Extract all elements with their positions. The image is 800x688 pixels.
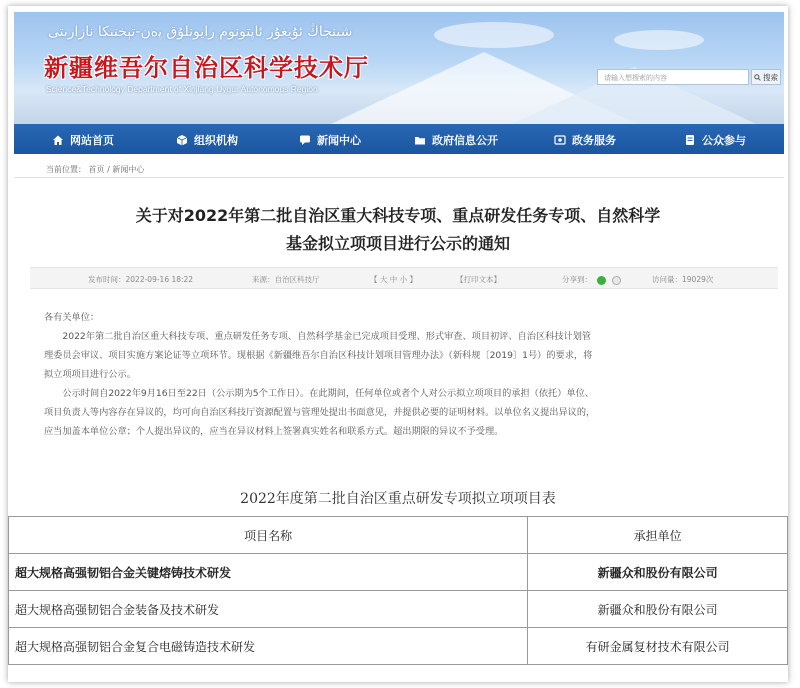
nav-label: 网站首页 [70,134,114,147]
nav-label: 新闻中心 [317,134,361,147]
nav-label: 政务服务 [572,134,616,147]
nav-item-news[interactable] [299,132,361,148]
project-name-cell: 超大规格高强韧铝合金装备及技术研发 [9,591,528,628]
table-title: 2022年度第二批自治区重点研发专项拟立项项目表 [240,491,556,507]
search-icon [754,74,761,81]
paragraph-line: 拟立项项目进行公示。 [44,369,136,380]
nav-label: 公众参与 [702,134,746,147]
nav-item-services[interactable] [554,132,616,148]
project-name-cell: 超大规格高强韧铝合金关键熔铸技术研发 [9,554,528,591]
paragraph-line: 公示时间自2022年9月16日至22日（公示期为5个工作日）。在此期间，任何单位或者个人对公示拟立项项目的承担（依托）单位、 [62,388,594,399]
column-header: 承担单位 [528,517,788,554]
breadcrumb-separator: / [107,165,110,174]
print-link[interactable]: 【打印文本】 [456,275,501,284]
paragraph-line: 2022年第二批自治区重大科技专项、重点研发任务专项、自然科学基金已完成项目受理、形式审查、项目初评、自治区科技计划管 [62,331,592,342]
share-label: 分享到： [562,275,592,284]
search-input[interactable]: 请输入想搜索的内容 [597,69,749,85]
site-name-english: Science&Technology Department of Xinjiang Uygur Autonomous Region [46,84,318,94]
document-icon [684,134,696,146]
paragraph-line: 应当加盖本单位公章；个人提出异议的，应当在异议材料上签署真实姓名和联系方式。超出期限的异议不予受理。 [44,426,504,437]
site-name-uyghur: ﺷﯩﻨﺠﺎڭ ﺋﯘﻳﻐﯘﺭ ﺋﺎﭘﺘﻮﻧﻮﻡ ﺭﺍﻳﻮﻧﻠﯘﻕ ﭘەﻥ-ﺗﯧﺨﻨﯩﻜﺎ ﻧﺎﺯﺍﺭﯨﺘﻰ [48,24,353,40]
home-icon [52,134,64,146]
table-row [9,591,788,628]
breadcrumb-prefix: 当前位置： [46,165,86,174]
cloud-decoration [614,30,704,50]
title-line: 关于对2022年第二批自治区重大科技专项、重点研发任务专项、自然科学 [135,206,661,225]
column-header: 项目名称 [9,517,528,554]
search-button-label: 搜索 [763,72,778,82]
publish-time: 发布时间：2022-09-16 18:22 [88,275,194,284]
weibo-icon[interactable] [612,276,621,285]
breadcrumb [14,158,784,178]
table-row [9,554,788,591]
nav-item-gov-info[interactable] [414,132,498,148]
screenshot-frame [8,6,788,682]
page-title [48,202,748,258]
paragraph-line: 理委员会审议、项目实施方案论证等立项环节。现根据《新疆维吾尔自治区科技计划项目管理办法》（新科规〔2019〕1号）的要求，将 [44,350,593,361]
chat-icon [299,134,311,146]
title-line: 基金拟立项项目进行公示的通知 [285,234,510,253]
service-icon [554,134,566,146]
unit-cell: 新疆众和股份有限公司 [528,591,788,628]
unit-cell: 有研金属复材技术有限公司 [528,628,788,665]
article-meta [30,267,778,289]
breadcrumb-home[interactable]: 首页 [88,165,105,174]
folder-icon [414,134,426,146]
main-nav [14,124,784,154]
article-source: 来源：自治区科技厅 [252,275,320,284]
cube-icon [176,134,188,146]
table-row [9,628,788,665]
article-body [44,308,764,441]
site-banner [14,12,784,124]
breadcrumb-current[interactable]: 新闻中心 [112,165,145,174]
project-table [8,516,788,665]
unit-cell: 新疆众和股份有限公司 [528,554,788,591]
nav-item-home[interactable] [52,132,114,148]
search-button[interactable] [751,69,781,85]
view-count: 访问量：19029次 [652,275,714,284]
wechat-icon[interactable] [597,276,606,285]
nav-label: 政府信息公开 [432,134,498,147]
site-name[interactable]: 新疆维吾尔自治区科学技术厅 [44,53,369,82]
nav-item-public[interactable] [684,132,746,148]
font-size-switch[interactable]: 【 大 中 小 】 [370,275,418,284]
nav-label: 组织机构 [194,134,238,147]
nav-item-organization[interactable] [176,132,238,148]
cloud-decoration [434,22,554,48]
share-section [562,274,621,285]
paragraph-line: 项目负责人等内容存在异议的，均可向自治区科技厅资源配置与管理处提出书面意见，并提供必要的证明材料。以单位名义提出异议的， [44,407,596,418]
table-header-row [9,517,788,554]
greeting: 各有关单位： [44,312,100,323]
project-name-cell: 超大规格高强韧铝合金复合电磁铸造技术研发 [9,628,528,665]
